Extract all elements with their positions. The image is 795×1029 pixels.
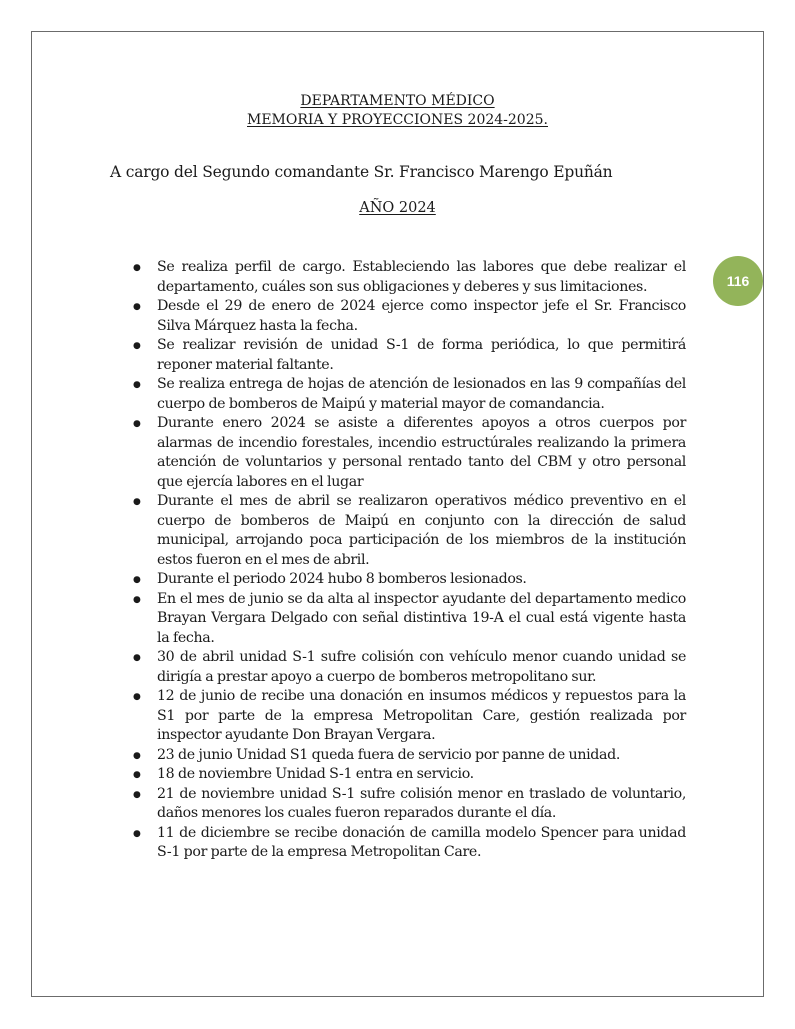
list-item: ● 12 de junio de recibe una donación en insumos médicos y repuestos para la S1 por parte de la empresa Metropolitan Care, gestión realizada por inspector ayudante Don Brayan Vergara. <box>133 687 686 746</box>
title-line-2: MEMORIA Y PROYECCIONES 2024-2025. <box>247 112 548 128</box>
title-line-1: DEPARTAMENTO MÉDICO <box>300 93 495 109</box>
section-heading: AÑO 2024 <box>359 200 436 216</box>
list-item: ● Se realiza perfil de cargo. Estableciendo las labores que debe realizar el departamento, cuáles son sus obligaciones y deberes y sus limitaciones. <box>133 258 686 297</box>
list-item: ● 21 de noviembre unidad S-1 sufre colisión menor en traslado de voluntario, daños menores los cuales fueron reparados durante el día. <box>133 785 686 824</box>
list-item: ● 23 de junio Unidad S1 queda fuera de servicio por panne de unidad. <box>133 746 686 766</box>
byline: A cargo del Segundo comandante Sr. Francisco Marengo Epuñán <box>110 163 613 181</box>
list-item: ● Se realiza entrega de hojas de atención de lesionados en las 9 compañías del cuerpo de bomberos de Maipú y material mayor de comandancia. <box>133 375 686 414</box>
list-item: ● En el mes de junio se da alta al inspector ayudante del departamento medico Brayan Vergara Delgado con señal distintiva 19-A el cual está vigente hasta la fecha. <box>133 590 686 649</box>
list-item: ● Se realizar revisión de unidad S-1 de forma periódica, lo que permitirá reponer material faltante. <box>133 336 686 375</box>
list-item: ● 18 de noviembre Unidad S-1 entra en servicio. <box>133 765 686 785</box>
list-item: ● Durante el mes de abril se realizaron operativos médico preventivo en el cuerpo de bomberos de Maipú en conjunto con la dirección de salud municipal, arrojando poca participación de los miembros de la institución estos fueron en el mes de abril. <box>133 492 686 570</box>
page-number-badge: 116 <box>713 256 763 306</box>
document-title <box>0 92 795 130</box>
list-item: ● 11 de diciembre se recibe donación de camilla modelo Spencer para unidad S-1 por parte de la empresa Metropolitan Care. <box>133 824 686 863</box>
bullet-list <box>133 258 686 863</box>
list-item: ● Desde el 29 de enero de 2024 ejerce como inspector jefe el Sr. Francisco Silva Márquez hasta la fecha. <box>133 297 686 336</box>
list-item: ● 30 de abril unidad S-1 sufre colisión con vehículo menor cuando unidad se dirigía a prestar apoyo a cuerpo de bomberos metropolitano sur. <box>133 648 686 687</box>
list-item: ● Durante el periodo 2024 hubo 8 bomberos lesionados. <box>133 570 686 590</box>
list-item: ● Durante enero 2024 se asiste a diferentes apoyos a otros cuerpos por alarmas de incendio forestales, incendio estructúrales realizando la primera atención de voluntarios y personal rentado tanto del CBM y otro personal que ejercía labores en el lugar <box>133 414 686 492</box>
